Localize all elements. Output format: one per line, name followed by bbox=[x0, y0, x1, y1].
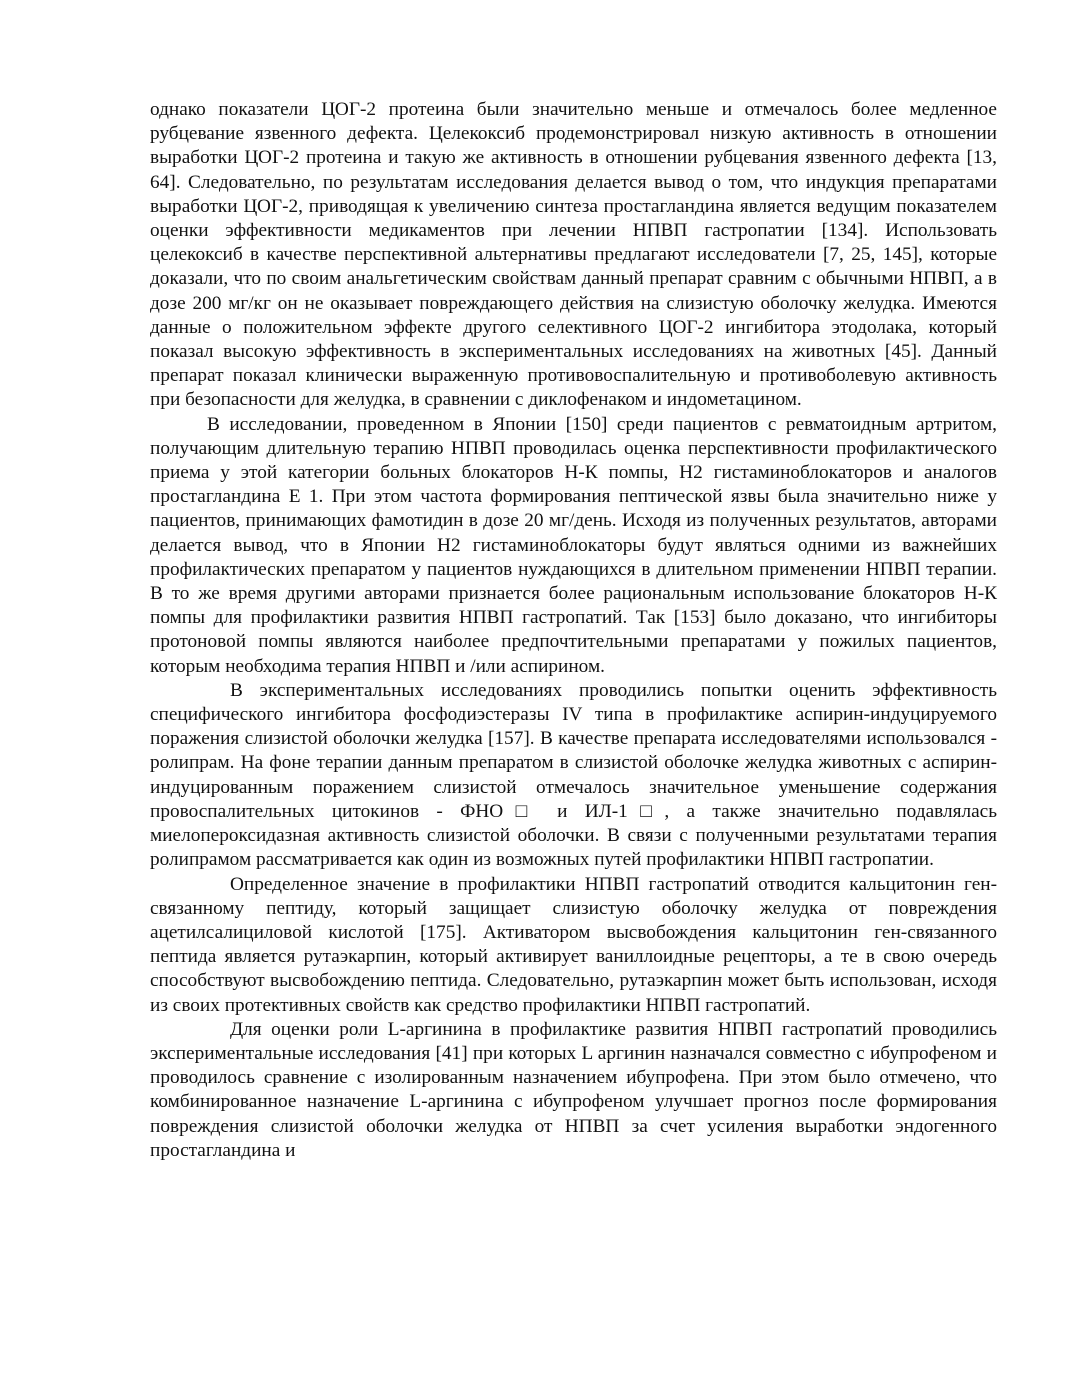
paragraph-l-arginine: Для оценки роли L-аргинина в профилактике развития НПВП гастропатий проводились экспериментальные исследования [41] при которых L аргинин назначался совместно с ибупрофеном и проводилось сравнение с изолированным назначением ибупрофена. При этом было отмечено, что комбинированное назначение L-аргинина с ибупрофеном улучшает прогноз после формирования повреждения слизистой оболочки желудка от НПВП за счет усиления выработки эндогенного простагландина и bbox=[150, 1018, 997, 1161]
paragraph-calcitonin-peptide: Определенное значение в профилактики НПВП гастропатий отводится кальцитонин ген-связанному пептиду, который защищает слизистую оболочку желудка от повреждения ацетилсалициловой кислотой [175]. Активатором высвобождения кальцитонин ген-связанного пептида является рутаэкарпин, который активирует ваниллоидные рецепторы, а те в свою очередь способствуют высвобождению пептида. Следовательно, рутаэкарпин может быть использован, исходя из своих протективных свойств как средство профилактики НПВП гастропатий. bbox=[150, 873, 997, 1016]
document-page bbox=[150, 98, 997, 1163]
paragraph-cox2-celecoxib: однако показатели ЦОГ-2 протеина были значительно меньше и отмечалось более медленное рубцевание язвенного дефекта. Целекоксиб продемонстрировал низкую активность в отношении выработки ЦОГ-2 протеина и такую же активность в отношении рубцевания язвенного дефекта [13, 64]. Следовательно, по результатам исследования делается вывод о том, что индукция препаратами выработки ЦОГ-2, приводящая к увеличению синтеза простагландина является ведущим показателем оценки эффективности медикаментов при лечении НПВП гастропатии [134]. Использовать целекоксиб в качестве перспективной альтернативы предлагают исследователи [7, 25, 145], которые доказали, что по своим анальгетическим свойствам данный препарат сравним с обычными НПВП, а в дозе 200 мг/кг он не оказывает повреждающего действия на слизистую оболочку желудка. Имеются данные о положительном эффекте другого селективного ЦОГ-2 ингибитора этодолака, который показал высокую эффективность в экспериментальных исследованиях на животных [45]. Данный препарат показал клинически выраженную противовоспалительную и противоболевую активность при безопасности для желудка, в сравнении с диклофенаком и индометацином. bbox=[150, 99, 997, 411]
paragraph-japan-study: В исследовании, проведенном в Японии [150] среди пациентов с ревматоидным артритом, получающим длительную терапию НПВП проводилась оценка перспективности профилактического приема у этой категории больных блокаторов Н-К помпы, Н2 гистаминоблокаторов и аналогов простагландина Е 1. При этом частота формирования пептической язвы была значительно ниже у пациентов, принимающих фамотидин в дозе 20 мг/день. Исходя из полученных результатов, авторами делается вывод, что в Японии Н2 гистаминоблокаторы будут являться одними из важнейших профилактических препаратом у пациентов нуждающихся в длительном применении НПВП терапии. В то же время другими авторами признается более рациональным использование блокаторов Н-К помпы для профилактики развития НПВП гастропатий. Так [153] было доказано, что ингибиторы протоновой помпы являются наиболее предпочтительными препаратами у пожилых пациентов, которым необходима терапия НПВП и /или аспирином. bbox=[150, 413, 997, 677]
paragraph-rolipram: В экспериментальных исследованиях проводились попытки оценить эффективность специфического ингибитора фосфодиэстеразы IV типа в профилактике аспирин-индуцируемого поражения слизистой оболочки желудка [157]. В качестве препарата исследователями использовался - ролипрам. На фоне терапии данным препаратом в слизистой оболочке желудка животных с аспирин-индуцированным поражением слизистой отмечалось значительное уменьшение содержания провоспалительных цитокинов - ФНО□ и ИЛ-1□, а также значительно подавлялась миелопероксидазная активность слизистой оболочки. В связи с полученными результатами терапия ролипрамом рассматривается как один из возможных путей профилактики НПВП гастропатии. bbox=[150, 679, 997, 871]
